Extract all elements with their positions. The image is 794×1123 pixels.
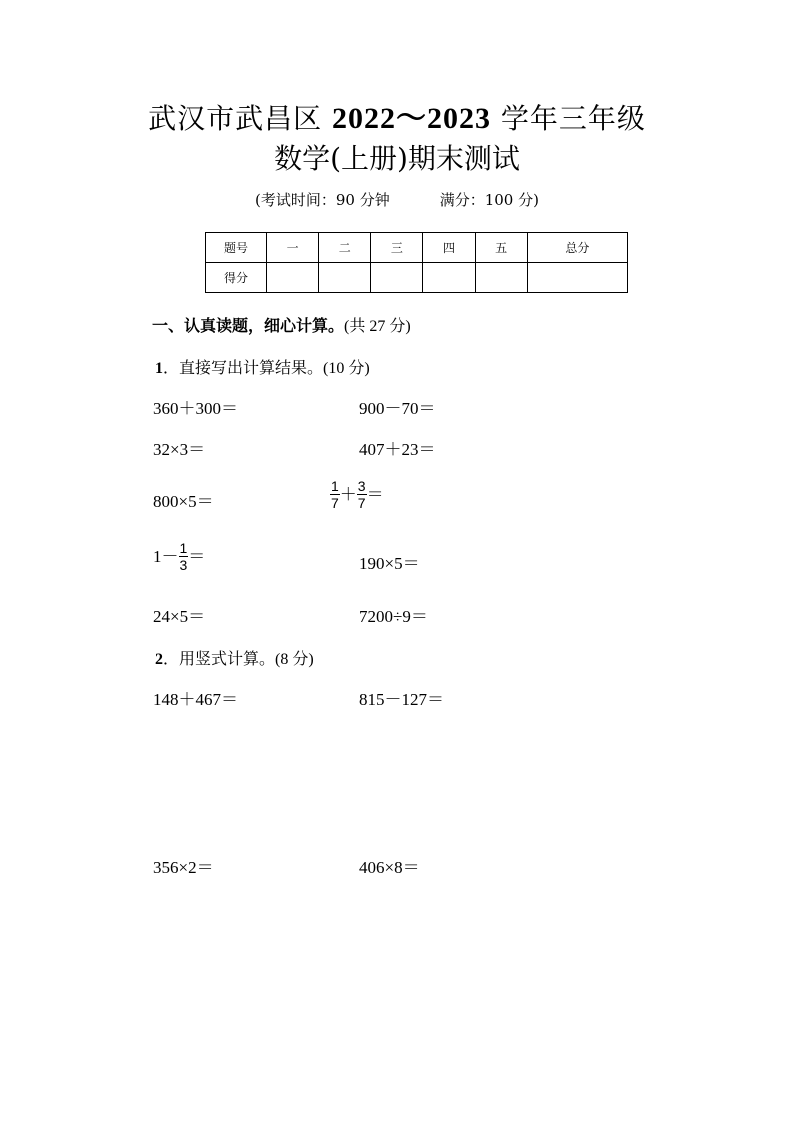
section-title <box>152 314 411 339</box>
score-input-cell[interactable] <box>475 263 527 293</box>
score-input-cell[interactable] <box>423 263 475 293</box>
score-cell: 总分 <box>527 233 627 263</box>
score-cell: 三 <box>371 233 423 263</box>
score-input-cell[interactable] <box>267 263 319 293</box>
question-number: 1 <box>155 360 163 377</box>
equals-sign: ＝ <box>188 546 206 566</box>
numerator: 3 <box>357 478 366 494</box>
calc-item: 24×5＝ <box>153 607 206 626</box>
time-info: (考试时间：90 分钟 <box>255 191 390 209</box>
calc-item: 32×3＝ <box>153 440 206 459</box>
denominator: 7 <box>331 495 339 511</box>
title-prefix: 武汉市武昌区 <box>148 102 332 135</box>
question-1 <box>155 356 370 381</box>
vertical-calc-item: 815－127＝ <box>359 690 444 709</box>
section-title-text: 一、认真读题，细心计算。 <box>152 316 345 335</box>
fraction <box>357 478 367 511</box>
question-points: (8 分) <box>275 651 314 668</box>
score-info: 满分：100 分) <box>439 191 539 209</box>
calc-item: 800×5＝ <box>153 492 214 511</box>
question-2 <box>155 647 314 672</box>
question-points: (10 分) <box>323 360 370 377</box>
score-input-cell[interactable] <box>319 263 371 293</box>
score-cell: 得分 <box>206 263 267 293</box>
score-cell: 四 <box>423 233 475 263</box>
denominator: 7 <box>357 495 366 511</box>
vertical-calc-item: 356×2＝ <box>153 858 214 877</box>
exam-info <box>0 188 794 212</box>
calc-item: 360＋300＝ <box>153 399 238 418</box>
score-cell: 一 <box>267 233 319 263</box>
title-years: 2022～2023 <box>332 102 491 135</box>
calc-item: 900－70＝ <box>359 399 436 418</box>
whole-minus: 1－ <box>153 546 179 566</box>
score-input-cell[interactable] <box>527 263 627 293</box>
calc-item: 407＋23＝ <box>359 440 436 459</box>
section-points: (共 27 分) <box>344 318 411 335</box>
question-text: ．直接写出计算结果。 <box>163 358 324 377</box>
fraction-sub-item <box>153 540 205 573</box>
equals-sign: ＝ <box>366 484 384 504</box>
denominator: 3 <box>179 557 188 573</box>
score-input-cell[interactable] <box>371 263 423 293</box>
score-table <box>205 232 628 293</box>
numerator: 1 <box>179 540 188 556</box>
vertical-calc-item: 406×8＝ <box>359 858 420 877</box>
vertical-calc-item: 148＋467＝ <box>153 690 238 709</box>
calc-item: 190×5＝ <box>359 554 420 573</box>
score-cell: 题号 <box>206 233 267 263</box>
score-cell: 二 <box>319 233 371 263</box>
question-number: 2 <box>155 651 163 668</box>
numerator: 1 <box>331 478 339 494</box>
question-text: ．用竖式计算。 <box>163 649 276 668</box>
score-table-header-row <box>206 233 628 263</box>
score-table-score-row <box>206 263 628 293</box>
calc-item: 7200÷9＝ <box>359 607 428 626</box>
exam-subtitle: 数学(上册)期末测试 <box>274 142 520 175</box>
fraction <box>330 478 340 511</box>
fraction <box>179 540 189 573</box>
operator: ＋ <box>339 484 357 504</box>
exam-title <box>0 100 794 138</box>
title-suffix: 学年三年级 <box>491 102 646 135</box>
score-cell: 五 <box>475 233 527 263</box>
fraction-calc-item <box>330 478 384 511</box>
